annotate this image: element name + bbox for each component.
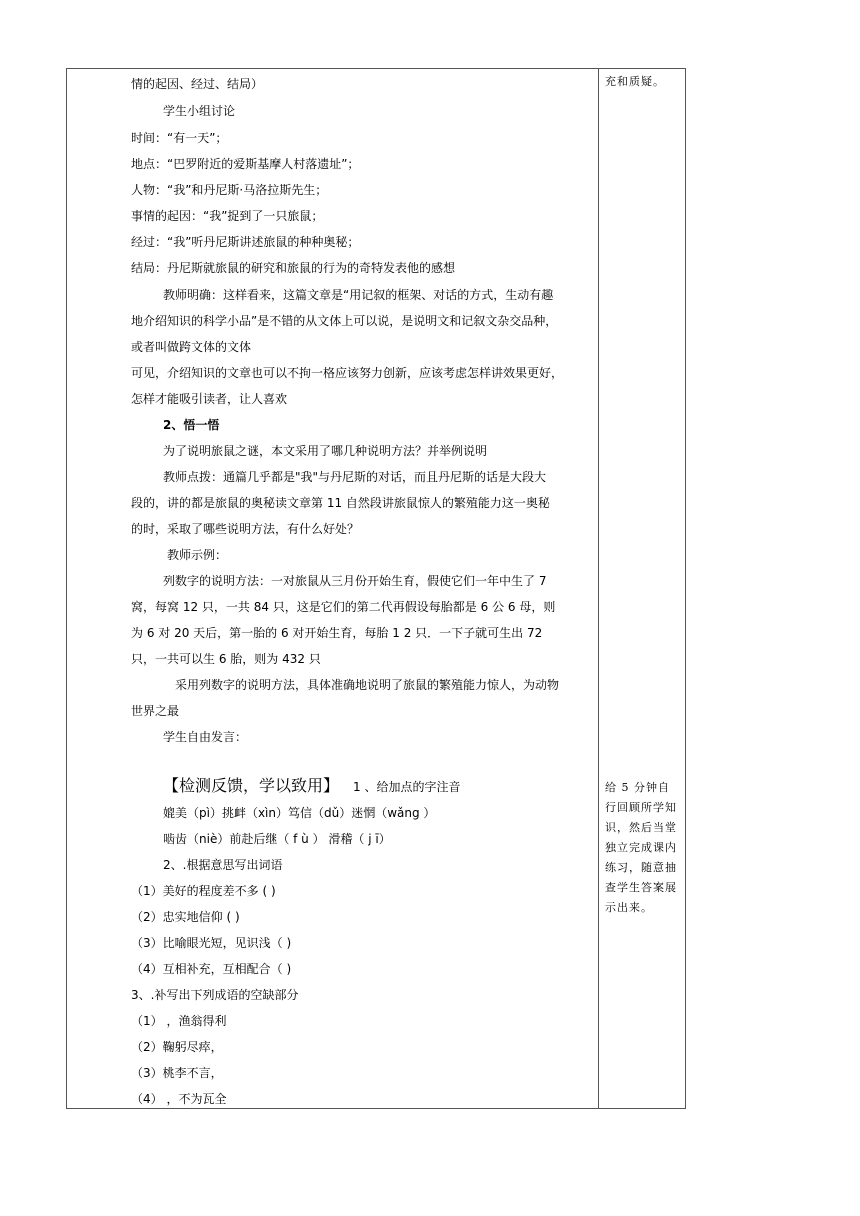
text-line: 为了说明旅鼠之谜，本文采用了哪几种说明方法？并举例说明 (163, 444, 488, 458)
text-line: 怎样才能吸引读者，让人喜欢 (131, 392, 288, 406)
text-line: 段的，讲的都是旅鼠的奥秘读文章第 11 自然段讲旅鼠惊人的繁殖能力这一奥秘 (131, 496, 550, 510)
text-line: （4）互相补充，互相配合（ ) (131, 962, 292, 976)
text-line: 采用列数字的说明方法，具体准确地说明了旅鼠的繁殖能力惊人，为动物 (175, 678, 560, 692)
text-line: 教师点拨：通篇几乎都是"我"与丹尼斯的对话，而且丹尼斯的话是大段大 (163, 470, 547, 484)
text-line: 只，一共可以生 6 胎，则为 432 只 (131, 652, 321, 666)
side-note-bottom: 给 5 分钟自行回顾所学知识，然后当堂独立完成课内练习，随意抽查学生答案展示出来。 (605, 781, 677, 914)
text-line: 的时，采取了哪些说明方法，有什么好处？ (131, 522, 360, 536)
section-title: 【检测反馈，学以致用】 (163, 776, 340, 795)
text-line: 列数字的说明方法：一对旅鼠从三月份开始生育，假使它们一年中生了 7 (163, 574, 547, 588)
text-line: （4） ，不为瓦全 (131, 1092, 227, 1106)
text-line: 经过：“我”听丹尼斯讲述旅鼠的种种奥秘； (131, 235, 360, 249)
text-line: （1） ，渔翁得利 (131, 1014, 227, 1028)
text-line: 地介绍知识的科学小品”是不错的从文体上可以说，是说明文和记叙文杂交品种， (131, 314, 558, 328)
text-line: 时间：“有一天”； (131, 131, 228, 145)
text-line: 学生小组讨论 (163, 104, 236, 118)
question-1: 1 、给加点的字注音 (353, 780, 461, 794)
text-line: 地点：“巴罗附近的爱斯基摩人村落遗址”； (131, 157, 360, 171)
text-line: （3）比喻眼光短，见识浅（ ) (131, 936, 292, 950)
text-line: （2）忠实地信仰 ( ) (131, 910, 240, 924)
text-line: （1）美好的程度差不多 ( ) (131, 884, 276, 898)
text-line: 或者叫做跨文体的文体 (131, 340, 252, 354)
text-line: （3）桃李不言， (131, 1066, 223, 1080)
column-divider (598, 68, 599, 1109)
text-line: 窝，每窝 12 只，一共 84 只，这是它们的第二代再假设每胎都是 6 公 6 母，则 (131, 600, 556, 614)
text-line: 学生自由发言： (163, 730, 248, 744)
text-line: 为 6 对 20 天后，第一胎的 6 对开始生育，每胎 1 2 只．一下子就可生出 72 (131, 626, 543, 640)
text-line: 教师示例： (167, 548, 228, 562)
text-line: 人物：“我”和丹尼斯·马洛拉斯先生； (131, 183, 328, 197)
text-line: 结局：丹尼斯就旅鼠的研究和旅鼠的行为的奇特发表他的感想 (131, 261, 456, 275)
section-heading: 2、悟一悟 (163, 418, 220, 432)
text-line: 教师明确：这样看来，这篇文章是“用记叙的框架、对话的方式，生动有趣 (163, 288, 554, 302)
side-note-top: 充和质疑。 (605, 75, 665, 88)
text-line: 世界之最 (131, 704, 180, 718)
text-line: （2）鞠躬尽瘁， (131, 1040, 223, 1054)
question-2: 2、.根据意思写出词语 (163, 858, 283, 872)
text-line: 啮齿（niè）前赴后继（ f ù ） 滑稽（ j ī） (163, 832, 391, 846)
text-line: 可见，介绍知识的文章也可以不拘一格应该努力创新，应该考虑怎样讲效果更好， (131, 366, 564, 380)
question-3: 3、.补写出下列成语的空缺部分 (131, 988, 299, 1002)
text-line: 事情的起因：“我”捉到了一只旅鼠； (131, 209, 324, 223)
text-line: 媲美（pì）挑衅（xìn）笃信（dǔ）迷惘（wǎng ） (163, 806, 436, 820)
text-line: 情的起因、经过、结局） (131, 77, 264, 91)
